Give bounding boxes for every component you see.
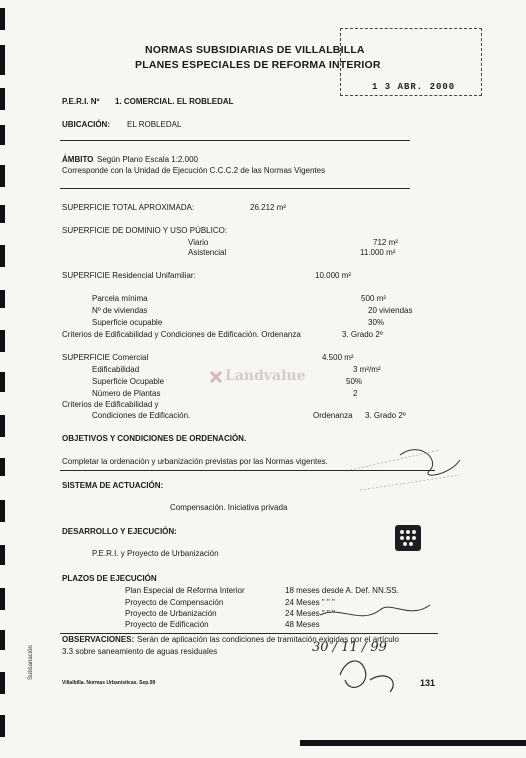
watermark-text: Landvalue [225, 368, 306, 384]
desarrollo-label: DESARROLLO Y EJECUCIÓN: [62, 527, 177, 536]
footer-left-text: Villalbilla. Normas Urbanísticas. Sep.99 [62, 680, 156, 686]
peri-value: 1. COMERCIAL. EL ROBLEDAL [115, 97, 234, 106]
plazos-row-label: Plan Especial de Reforma Interior [125, 586, 245, 595]
objetivos-text: Completar la ordenación y urbanización previstas por las Normas vigentes. [62, 457, 328, 466]
dominio-row-value: 712 m² [373, 238, 398, 247]
residencial-criterios-label: Criterios de Edificabilidad y Condiciones de Edificación. Ordenanza [62, 330, 301, 339]
plazos-row-label: Proyecto de Compensación [125, 598, 224, 607]
ambito-label: ÁMBITO [62, 155, 94, 164]
signature-scribbles [290, 430, 490, 710]
plazos-row-label: Proyecto de Urbanización [125, 609, 217, 618]
observaciones-line-2: 3.3 sobre saneamiento de aguas residuales [62, 647, 218, 656]
plazos-row-value: 18 meses desde A. Def. NN.SS. [285, 586, 399, 595]
plazos-row-label: Proyecto de Edificación [125, 620, 209, 629]
superficie-total-label: SUPERFICIE TOTAL APROXIMADA: [62, 203, 195, 212]
superficie-total-value: 26.212 m² [250, 203, 287, 212]
stamp-date: 1 3 ABR. 2000 [372, 82, 456, 92]
bottom-edge [300, 740, 526, 746]
desarrollo-text: P.E.R.I. y Proyecto de Urbanización [92, 549, 219, 558]
comercial-ordenanza-label: Ordenanza [313, 411, 353, 420]
comercial-label: SUPERFICIE Comercial [62, 353, 149, 362]
observaciones-line-1: Serán de aplicación las condiciones de tramitación exigidas por el artículo [137, 635, 399, 644]
residencial-row-label: Superficie ocupable [92, 318, 163, 327]
peri-label: P.E.R.I. Nº [62, 97, 100, 106]
ambito-line-1: Según Plano Escala 1:2.000 [97, 155, 198, 164]
plazos-row-value: 24 Meses " " " [285, 598, 335, 607]
dominio-publico-label: SUPERFICIE DE DOMINIO Y USO PÚBLICO: [62, 226, 228, 235]
handwritten-date: 30 / 11 / 99 [312, 640, 387, 655]
dominio-row-label: Viario [188, 238, 209, 247]
comercial-row-label: Edificabilidad [92, 365, 140, 374]
ubicacion-label: UBICACIÓN: [62, 120, 110, 129]
residencial-row-value: 20 viviendas [368, 306, 413, 315]
comercial-criterios-line-2: Condiciones de Edificación. [92, 411, 191, 420]
comercial-value: 4.500 m² [322, 353, 354, 362]
dominio-row-value: 11.000 m² [360, 248, 396, 257]
residencial-value: 10.000 m² [315, 271, 352, 280]
divider-1 [60, 140, 410, 141]
plazos-row-value: 24 Meses " " " [285, 609, 335, 618]
title-line-1: NORMAS SUBSIDIARIAS DE VILLALBILLA [145, 44, 365, 56]
divider-2 [60, 188, 410, 189]
title-line-2: PLANES ESPECIALES DE REFORMA INTERIOR [135, 59, 381, 71]
comercial-row-value: 50% [346, 377, 363, 386]
comercial-row-value: 2 [353, 389, 358, 398]
residencial-criterios-value: 3. Grado 2º [342, 330, 383, 339]
ubicacion-value: EL ROBLEDAL [127, 120, 182, 129]
watermark-logo-icon [210, 370, 222, 382]
residencial-row-value: 500 m² [361, 294, 386, 303]
comercial-row-label: Número de Plantas [92, 389, 161, 398]
comercial-row-label: Superficie Ocupable [92, 377, 165, 386]
plazos-row-value: 48 Meses [285, 620, 320, 629]
plazos-label: PLAZOS DE EJECUCIÓN [62, 574, 157, 583]
comercial-criterios-line-1: Criterios de Edificabilidad y [62, 400, 159, 409]
residencial-label: SUPERFICIE Residencial Unifamiliar: [62, 271, 196, 280]
residencial-row-label: Nº de viviendas [92, 306, 148, 315]
ambito-line-2: Corresponde con la Unidad de Ejecución C.C.C.2 de las Normas Vigentes [62, 166, 326, 175]
actuacion-label: SISTEMA DE ACTUACIÓN: [62, 481, 164, 490]
objetivos-label: OBJETIVOS Y CONDICIONES DE ORDENACIÓN. [62, 434, 247, 443]
comercial-ordenanza-value: 3. Grado 2º [365, 411, 406, 420]
side-note: Subsanación [28, 645, 34, 680]
observaciones-label: OBSERVACIONES: [62, 635, 135, 644]
residencial-row-label: Parcela mínima [92, 294, 148, 303]
actuacion-text: Compensación. Iniciativa privada [170, 503, 288, 512]
page-number: 131 [420, 678, 436, 688]
comercial-row-value: 3 m²/m² [353, 365, 381, 374]
dominio-row-label: Asistencial [188, 248, 227, 257]
residencial-row-value: 30% [368, 318, 385, 327]
